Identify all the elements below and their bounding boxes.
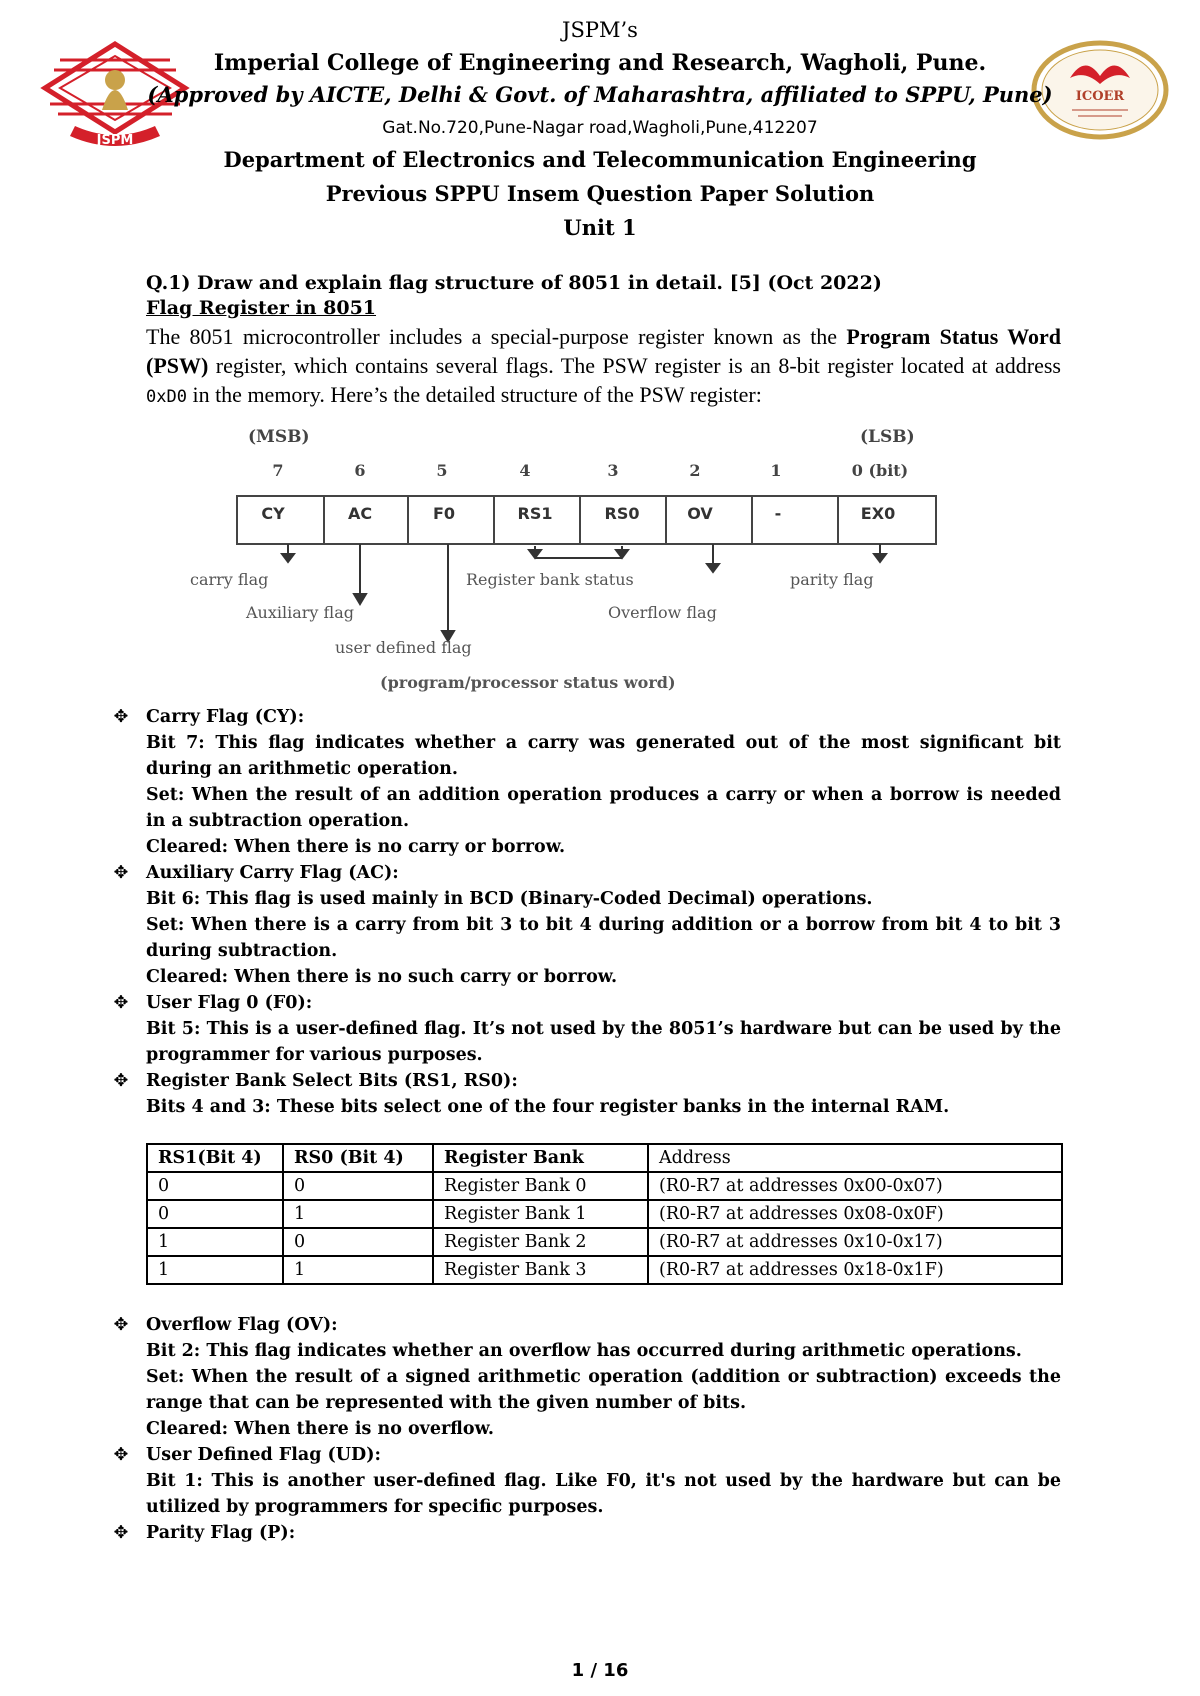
cy-cleared-desc: Cleared: When there is no carry or borrow. xyxy=(146,837,566,857)
msb-label: (MSB) xyxy=(248,427,310,447)
psw-cell: OV xyxy=(687,504,713,523)
aux-flag-label: Auxiliary flag xyxy=(246,603,354,622)
bullet-icon: ✥ xyxy=(113,1445,129,1465)
table-cell: 1 xyxy=(283,1200,433,1228)
org-name: JSPM’s xyxy=(562,18,638,42)
approval-line: (Approved by AICTE, Delhi & Govt. of Maharashtra, affiliated to SPPU, Pune) xyxy=(147,82,1053,107)
psw-cell: CY xyxy=(261,504,285,523)
table-cell: (R0-R7 at addresses 0x00-0x07) xyxy=(648,1172,1062,1200)
psw-cell-box xyxy=(752,496,838,544)
college-name: Imperial College of Engineering and Research, Wagholi, Pune. xyxy=(213,50,987,76)
section-heading: Carry Flag (CY): xyxy=(146,707,305,727)
unit-title: Unit 1 xyxy=(563,215,637,240)
bit-number: 3 xyxy=(607,461,619,480)
psw-cell: F0 xyxy=(432,504,456,523)
ov-set-desc: Set: When the result of a signed arithmetic operation (addition or subtraction) exceeds the range that can be represented with the given number of bits. xyxy=(146,1367,1061,1413)
table-cell: 1 xyxy=(147,1228,283,1256)
department-name: Department of Electronics and Telecommunication Engineering xyxy=(223,147,977,172)
table-cell: (R0-R7 at addresses 0x18-0x1F) xyxy=(648,1256,1062,1284)
table-header-cell: Address xyxy=(648,1144,1062,1172)
psw-diagram xyxy=(180,420,980,700)
bit-number: 7 xyxy=(272,461,284,480)
ud-bit-desc: Bit 1: This is another user-defined flag. Like F0, it's not used by the hardware but can be utilized by programmers for specific purposes. xyxy=(146,1471,1061,1517)
psw-cell: EX0 xyxy=(860,504,896,523)
parity-flag-label: parity flag xyxy=(790,570,874,589)
bullet-icon: ✥ xyxy=(113,1523,129,1543)
section-heading: Auxiliary Carry Flag (AC): xyxy=(146,863,399,883)
table-cell: 0 xyxy=(283,1172,433,1200)
bullet-icon: ✥ xyxy=(113,1071,129,1091)
overflow-flag-label: Overflow flag xyxy=(608,603,717,622)
rs-bit-desc: Bits 4 and 3: These bits select one of the four register banks in the internal RAM. xyxy=(146,1097,950,1117)
table-cell: (R0-R7 at addresses 0x08-0x0F) xyxy=(648,1200,1062,1228)
question-title: Q.1) Draw and explain flag structure of 8051 in detail. [5] (Oct 2022) xyxy=(146,272,882,294)
ov-bit-desc: Bit 2: This flag indicates whether an overflow has occurred during arithmetic operations. xyxy=(146,1341,1022,1361)
carry-flag-label: carry flag xyxy=(190,570,269,589)
bullet-icon: ✥ xyxy=(113,863,129,883)
section-heading: Overflow Flag (OV): xyxy=(146,1315,338,1335)
bullet-icon: ✥ xyxy=(113,993,129,1013)
table-row xyxy=(147,1172,1062,1200)
bit-number: 5 xyxy=(436,461,448,480)
table-cell: 1 xyxy=(147,1256,283,1284)
table-cell: 1 xyxy=(283,1256,433,1284)
table-header-cell: Register Bank xyxy=(433,1144,648,1172)
user-flag-label: user defined flag xyxy=(335,638,472,657)
table-cell: 0 xyxy=(283,1228,433,1256)
table-cell: (R0-R7 at addresses 0x10-0x17) xyxy=(648,1228,1062,1256)
table-row xyxy=(147,1228,1062,1256)
table-cell: Register Bank 2 xyxy=(433,1228,648,1256)
svg-text:ICOER: ICOER xyxy=(1075,89,1125,104)
psw-cell: RS0 xyxy=(604,504,640,523)
paper-title: Previous SPPU Insem Question Paper Solution xyxy=(325,181,875,206)
ac-cleared-desc: Cleared: When there is no such carry or borrow. xyxy=(146,967,618,987)
section-heading: User Defined Flag (UD): xyxy=(146,1445,381,1465)
bit-number: 2 xyxy=(689,461,701,480)
bit-number: 0 (bit) xyxy=(851,461,909,480)
table-cell: 0 xyxy=(147,1172,283,1200)
bit-number: 6 xyxy=(354,461,366,480)
diagram-caption: (program/processor status word) xyxy=(380,673,676,692)
table-cell: 0 xyxy=(147,1200,283,1228)
bullet-icon: ✥ xyxy=(113,1315,129,1335)
table-row xyxy=(147,1200,1062,1228)
table-row xyxy=(147,1256,1062,1284)
cy-set-desc: Set: When the result of an addition operation produces a carry or when a borrow is needed in a subtraction operation. xyxy=(146,785,1061,831)
page-number: 1 / 16 xyxy=(571,1660,629,1681)
table-cell: Register Bank 1 xyxy=(433,1200,648,1228)
section-heading: Parity Flag (P): xyxy=(146,1523,296,1543)
section-heading: User Flag 0 (F0): xyxy=(146,993,313,1013)
section-heading: Register Bank Select Bits (RS1, RS0): xyxy=(146,1071,518,1091)
f0-bit-desc: Bit 5: This is a user-defined flag. It’s not used by the 8051’s hardware but can be used by the programmer for various purposes. xyxy=(146,1019,1061,1065)
ov-cleared-desc: Cleared: When there is no overflow. xyxy=(146,1419,494,1439)
register-bank-table xyxy=(146,1143,1063,1285)
lsb-label: (LSB) xyxy=(860,427,915,447)
college-address: Gat.No.720,Pune-Nagar road,Wagholi,Pune,412207 xyxy=(382,118,818,138)
table-header-row xyxy=(147,1144,1062,1172)
table-header-cell: RS0 (Bit 4) xyxy=(283,1144,433,1172)
intro-paragraph: The 8051 microcontroller includes a special-purpose register known as the Program Status Word (PSW) register, which contains several flags. The PSW register is an 8-bit register located at address 0xD0 in the memory. Here’s the detailed structure of the PSW register: xyxy=(146,324,1061,407)
psw-cell: - xyxy=(774,504,782,523)
cy-bit-desc: Bit 7: This flag indicates whether a carry was generated out of the most significant bit during an arithmetic operation. xyxy=(146,733,1061,779)
ac-bit-desc: Bit 6: This flag is used mainly in BCD (Binary-Coded Decimal) operations. xyxy=(146,889,873,909)
bank-status-label: Register bank status xyxy=(466,570,634,589)
table-cell: Register Bank 0 xyxy=(433,1172,648,1200)
svg-text:JSPM: JSPM xyxy=(96,133,134,148)
psw-cell: RS1 xyxy=(517,504,553,523)
table-cell: Register Bank 3 xyxy=(433,1256,648,1284)
psw-cell: AC xyxy=(347,504,373,523)
bit-number: 4 xyxy=(519,461,531,480)
bit-number: 1 xyxy=(770,461,782,480)
table-header-cell: RS1(Bit 4) xyxy=(147,1144,283,1172)
ac-set-desc: Set: When there is a carry from bit 3 to bit 4 during addition or a borrow from bit 4 to bit 3 during subtraction. xyxy=(146,915,1061,961)
section-subtitle: Flag Register in 8051 xyxy=(146,297,377,319)
bullet-icon: ✥ xyxy=(113,707,129,727)
